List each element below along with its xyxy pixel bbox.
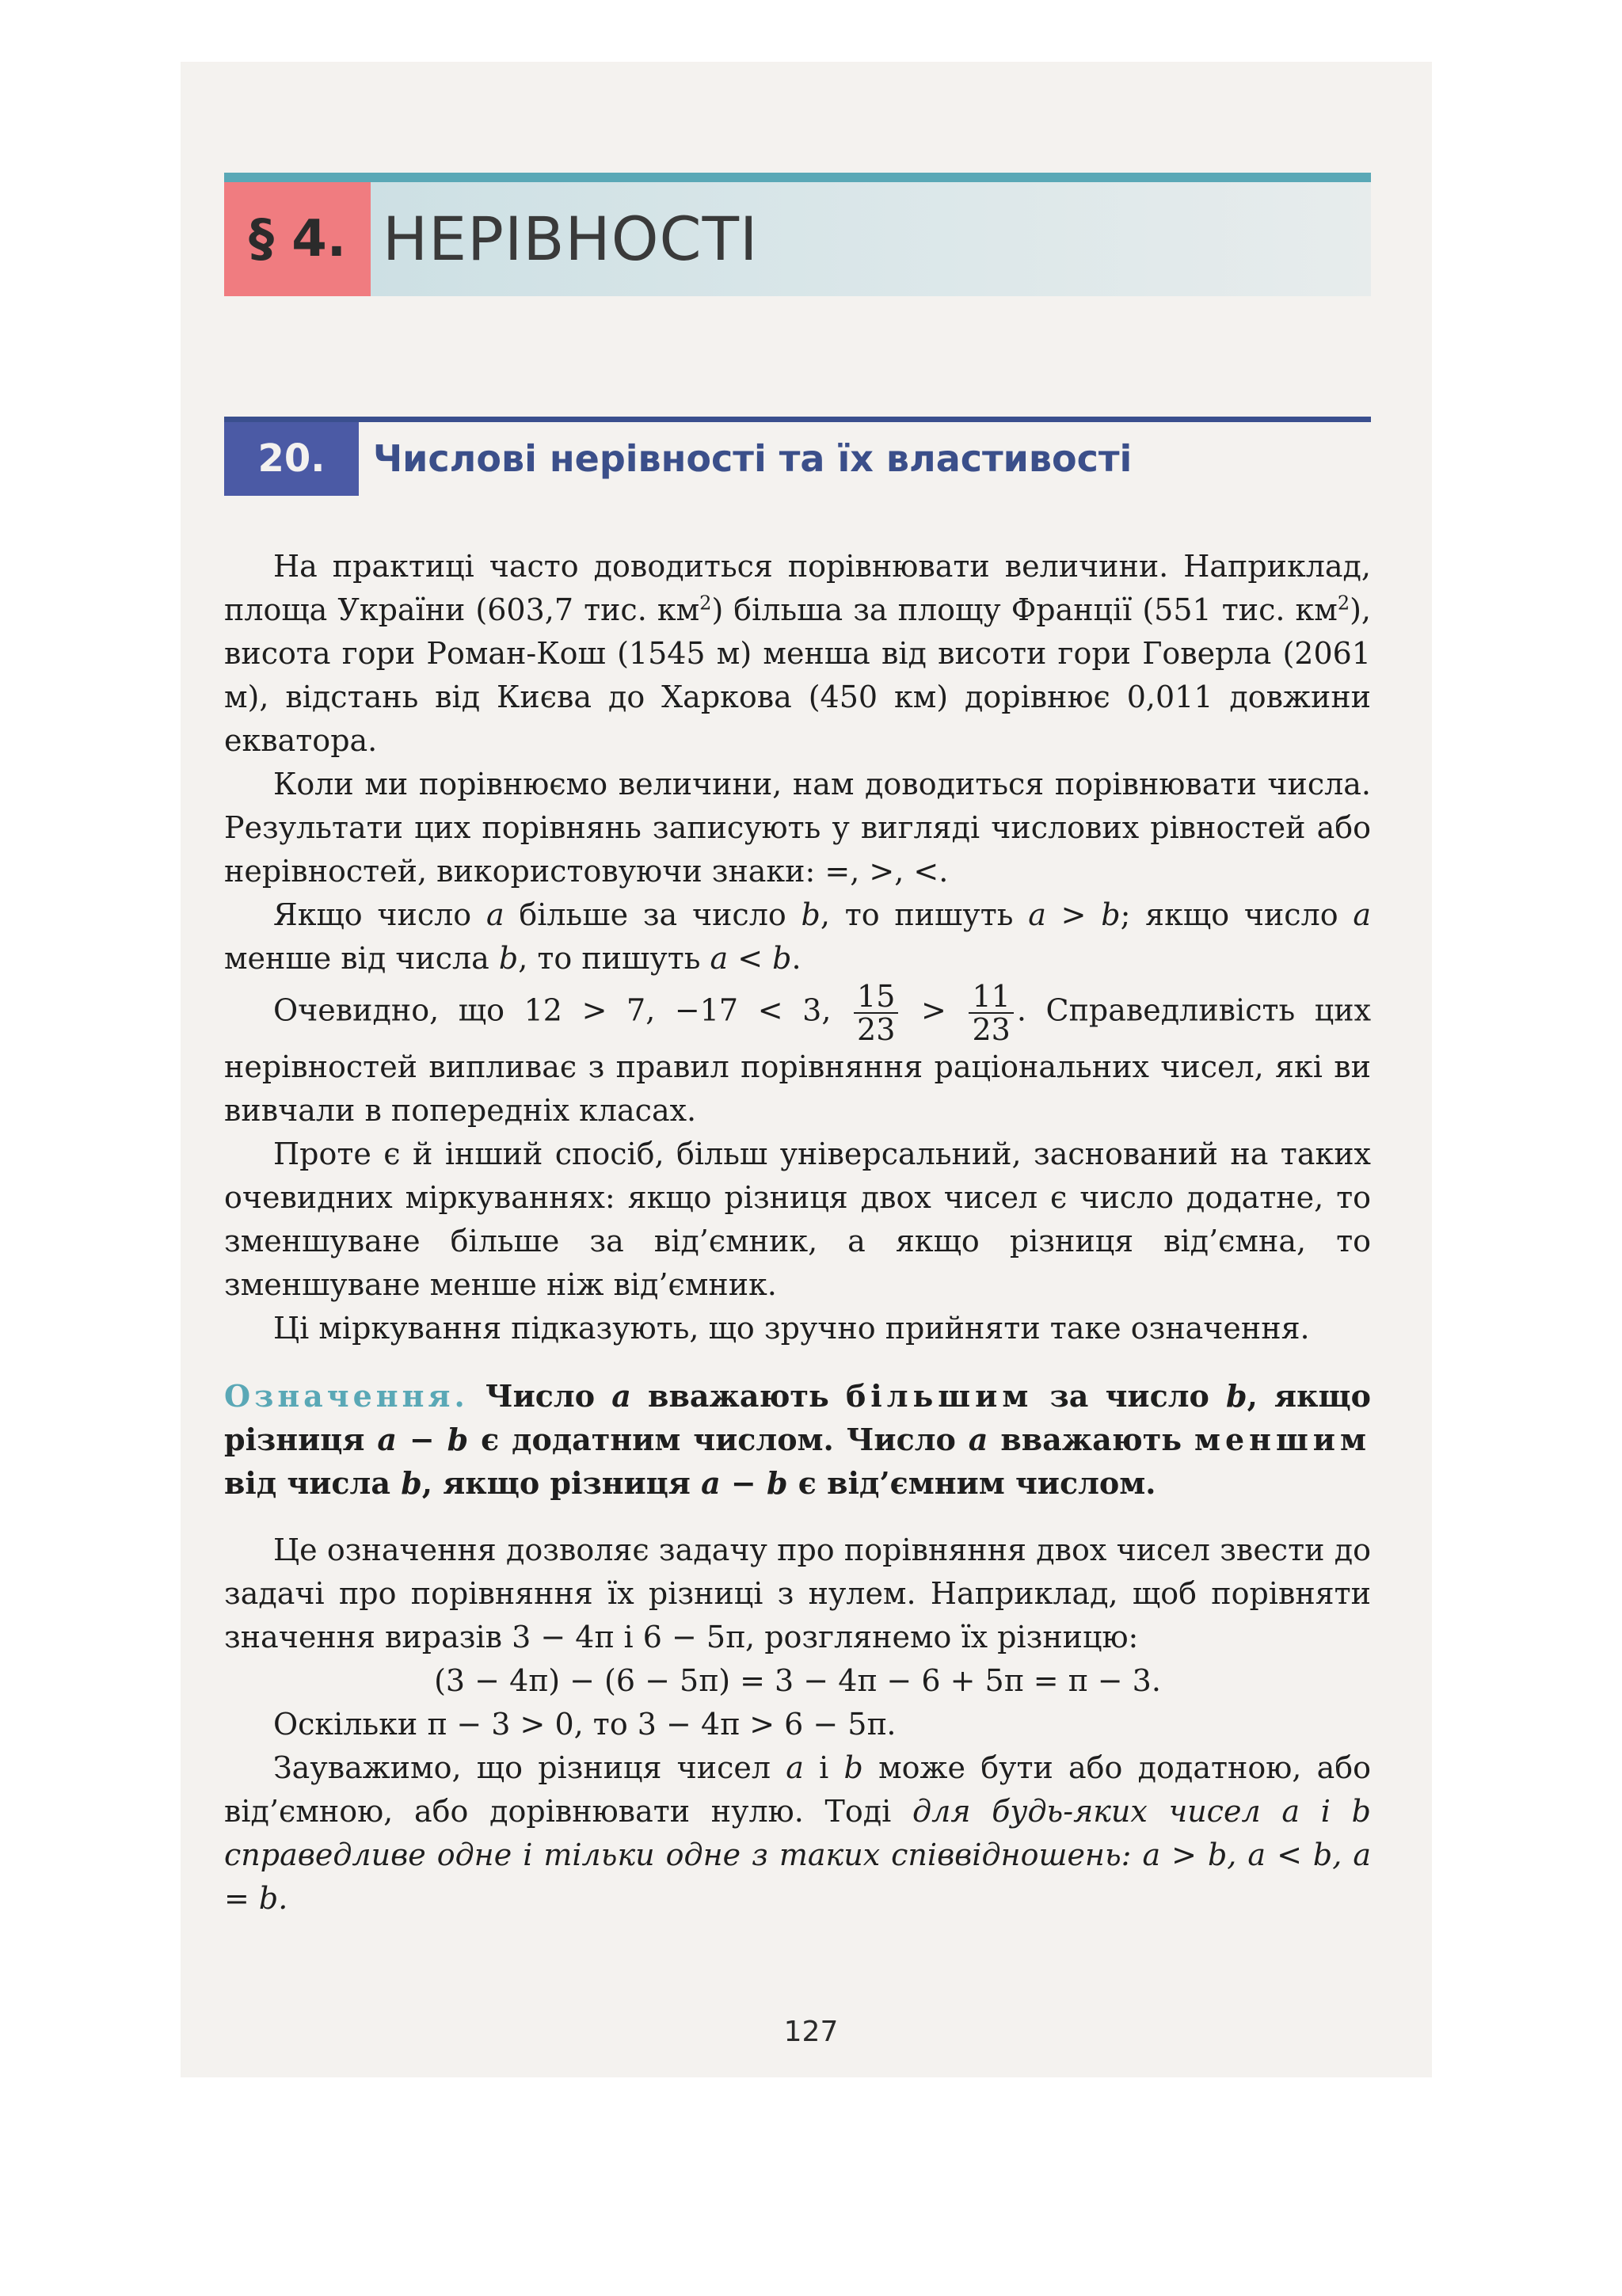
term-bigger: більшим (845, 1378, 1034, 1414)
term-smaller: меншим (1194, 1422, 1371, 1457)
definition-label: Означення. (224, 1378, 469, 1414)
paragraph-5: Проте є й інший спосіб, більш універсальний, заснований на таких очевидних міркуваннях: якщо різниця двох чисел є число додатне, то зменшуване більше за від’ємник, а якщо різниця від’ємна, то зменшуване менше ніж від’ємник. (224, 1137, 1371, 1302)
formula: (3 − 4π) − (6 − 5π) = 3 − 4π − 6 + 5π = π − 3. (434, 1663, 1161, 1698)
section-header (224, 173, 1371, 296)
body-text (224, 545, 1371, 1921)
subsection-rule (224, 417, 1371, 422)
paragraph-6: Ці міркування підказують, що зручно прийняти таке означення. (273, 1311, 1310, 1346)
paragraph-8: Оскільки π − 3 > 0, то 3 − 4π > 6 − 5π. (273, 1707, 897, 1742)
paragraph-9: Зауважимо, що різниця чисел a і b може бути або додатною, або від’ємною, або дорівнювати нулю. Тоді для будь-яких чисел a і b справедливе одне і тільки одне з таких співвідношень: a > b, a < b, a = b. (224, 1750, 1372, 1916)
section-header-rule (224, 173, 1371, 182)
page-number: 127 (783, 2016, 839, 2048)
paragraph-2: Коли ми порівнюємо величини, нам доводиться порівнювати числа. Результати цих порівнянь записують у вигляді числових рівностей або нерівностей, використовуючи знаки: =, >, <. (224, 767, 1371, 889)
paragraph-7: Це означення дозволяє задачу про порівняння двох чисел звести до задачі про порівняння їх різниці з нулем. Наприклад, щоб порівняти значення виразів 3 − 4π і 6 − 5π, розглянемо їх різницю: (224, 1533, 1371, 1654)
paragraph-4: Очевидно, що 12 > 7, −17 < 3, $\frac{15}{23}$ > $\frac{11}{23}$ . Справедливість цих нерівностей випливає з правил порівняння раціональних чисел, які ви вивчали в попередніх класах. (224, 979, 1371, 1128)
fraction-15-23: $\frac{15}{23}$ (854, 980, 898, 1045)
paragraph-3: Якщо число a більше за число b, то пишуть a > b; якщо число a менше від числа b, то пишуть a < b. (224, 897, 1372, 976)
section-title: НЕРІВНОСТІ (383, 204, 759, 274)
definition-block: Означення. Число a вважають більшим за число b, якщо різниця a − b є додатним числом. Число a вважають меншим від числа b, якщо різниця a − b є від’ємним числом. (224, 1378, 1371, 1501)
paragraph-1: На практиці часто доводиться порівнювати величини. Наприклад, площа України (603,7 тис. $км^2$) більша за площу Франції (551 тис. $км^2$), висота гори Роман-Кош (1545 м) менша від висоти гори Говерла (2061 м), відстань від Києва до Харкова (450 км) дорівнює 0,011 довжини екватора. (224, 549, 1371, 758)
subsection-header (224, 417, 1371, 496)
subsection-number: 20. (224, 422, 359, 496)
subsection-title: Числові нерівності та їх властивості (373, 437, 1133, 480)
section-number: § 4. (224, 182, 371, 296)
fraction-11-23: $\frac{11}{23}$ (969, 980, 1013, 1045)
